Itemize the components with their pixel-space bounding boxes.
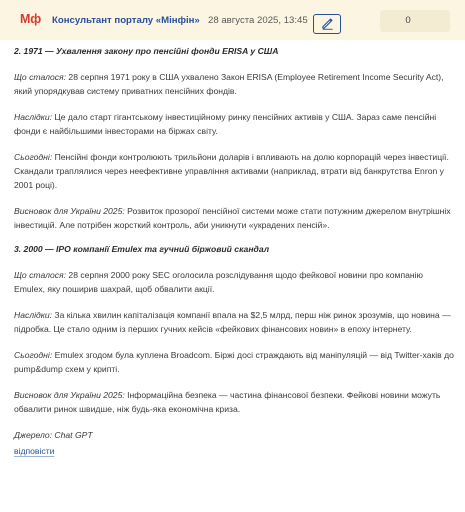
paragraph [14,308,456,336]
paragraph-label: Сьогодні: [14,350,53,360]
paragraph-label: Наслідки: [14,310,53,320]
paragraph [14,204,456,232]
paragraph [14,348,456,376]
paragraph-text: Інформаційна безпека — частина фінансової безпеки. Фейкові новини можуть обвалити ринок швидше, ніж будь-яка економічна криза. [14,390,441,414]
section-heading: 3. 2000 — IPO компанії Emulex та гучний біржовий скандал [14,244,270,254]
paragraph [14,150,456,192]
paragraph-text: Emulex згодом була куплена Broadcom. Біржі досі страждають від маніпуляцій — від Twitter-хаків до pump&dump схем у крипті. [14,350,454,374]
rating-counter [380,10,450,32]
paragraph-text: Це дало старт гігантському інвестиційному ринку пенсійних активів у США. Зараз саме пенсійні фонди є найбільшими інвесторами на біржах світу. [14,112,437,136]
source-note: Джерело: Chat GPT [14,430,93,440]
paragraph-label: Наслідки: [14,112,53,122]
minfin-logo: Мф [20,12,41,26]
edit-button[interactable] [313,14,341,34]
paragraph [14,110,456,138]
comment-body [14,46,456,456]
comment-date: 28 августа 2025, 13:45 [208,15,308,26]
paragraph-label: Висновок для України 2025: [14,206,125,216]
paragraph-label: Що сталося: [14,270,67,280]
paragraph-label: Висновок для України 2025: [14,390,125,400]
section-heading: 2. 1971 — Ухвалення закону про пенсійні фонди ERISA у США [14,46,279,56]
paragraph-text: 28 серпня 2000 року SEC оголосила розслідування щодо фейкової новини про компанію Emulex, яку поширив шахрай, щоб обвалити акції. [14,270,424,294]
comment-header [0,0,465,40]
author-name[interactable]: Консультант порталу «Мінфін» [52,15,200,26]
paragraph [14,268,456,296]
paragraph-label: Що сталося: [14,72,67,82]
rating-value: 0 [405,15,411,26]
paragraph-text: Розвиток прозорої пенсійної системи може стати потужним джерелом внутрішніх інвестицій. Але потрібен жорсткий контроль, аби уникнути «украдених пенсій». [14,206,451,230]
pencil-icon [321,17,334,32]
reply-link[interactable]: відповісти [14,446,55,456]
paragraph [14,70,456,98]
paragraph-text: Пенсійні фонди контролюють трильйони доларів і впливають на долю корпорацій через інвестиції. Скандали траплялися через неефективне управління активами (наприклад, втрати від банкрутства Enron у 2001 році). [14,152,449,190]
paragraph [14,388,456,416]
paragraph-label: Сьогодні: [14,152,53,162]
paragraph-text: За кілька хвилин капіталізація компанії впала на $2,5 млрд, перш ніж ринок зрозумів, що новина — підробка. Це стало одним із перших гучних кейсів «фейкових фінансових новин» в епоху інтернету. [14,310,451,334]
paragraph-text: 28 серпня 1971 року в США ухвалено Закон ERISA (Employee Retirement Income Security Act), який упорядкував систему приватних пенсійних фондів. [14,72,444,96]
